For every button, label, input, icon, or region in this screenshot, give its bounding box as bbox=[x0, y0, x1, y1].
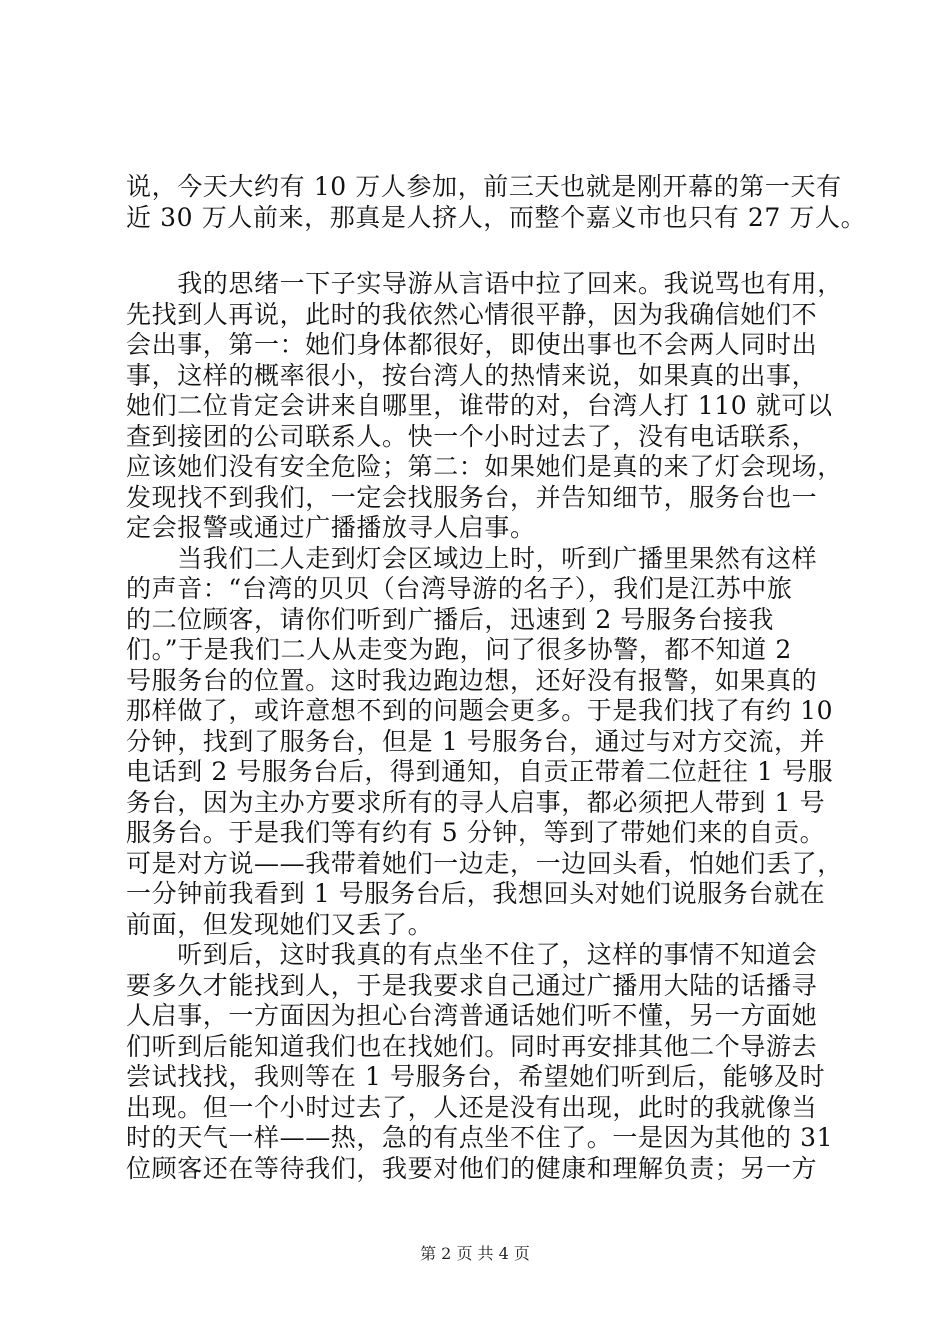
text-line: 服务台。于是我们等有约有 5 分钟，等到了带她们来的自贡。 bbox=[126, 818, 826, 847]
text-line: 要多久才能找到人，于是我要求自己通过广播用大陆的话播寻 bbox=[126, 970, 818, 1000]
document-body bbox=[126, 172, 867, 1184]
text-line: 查到接团的公司联系人。快一个小时过去了，没有电话联系， bbox=[126, 421, 818, 451]
text-line: 尝试找找，我则等在 1 号服务台，希望她们听到后，能够及时 bbox=[126, 1062, 826, 1091]
text-line: 可是对方说——我带着她们一边走，一边回头看，怕她们丢了， bbox=[126, 848, 843, 878]
page-footer: 第 2 页 共 4 页 bbox=[420, 1244, 530, 1263]
text-line: 位顾客还在等待我们，我要对他们的健康和理解负责；另一方 bbox=[126, 1153, 818, 1183]
text-line: 先找到人再说，此时的我依然心情很平静，因为我确信她们不 bbox=[126, 299, 818, 329]
paragraph-gap bbox=[126, 233, 846, 269]
text-line: 一分钟前我看到 1 号服务台后，我想回头对她们说服务台就在 bbox=[126, 879, 826, 908]
text-line: 会出事，第一：她们身体都很好，即使出事也不会两人同时出 bbox=[126, 330, 818, 359]
text-line: 听到后，这时我真的有点坐不住了，这样的事情不知道会 bbox=[126, 940, 818, 969]
text-line: 应该她们没有安全危险；第二：如果她们是真的来了灯会现场， bbox=[126, 452, 843, 481]
text-line: 们听到后能知道我们也在找她们。同时再安排其他二个导游去 bbox=[126, 1031, 818, 1061]
text-line: 近 30 万人前来，那真是人挤人，而整个嘉义市也只有 27 万人。 bbox=[126, 202, 867, 232]
text-line: 我的思绪一下子实导游从言语中拉了回来。我说骂也有用， bbox=[126, 269, 843, 298]
text-line: 时的天气一样——热，急的有点坐不住了。一是因为其他的 31 bbox=[126, 1123, 834, 1152]
text-line: 们。”于是我们二人从走变为跑，问了很多协警，都不知道 2 bbox=[126, 635, 792, 664]
text-line: 出现。但一个小时过去了，人还是没有出现，此时的我就像当 bbox=[126, 1092, 818, 1122]
text-line: 说，今天大约有 10 万人参加，前三天也就是刚开幕的第一天有 bbox=[126, 172, 842, 201]
text-line: 当我们二人走到灯会区域边上时，听到广播里果然有这样 bbox=[126, 543, 818, 573]
text-line: 她们二位肯定会讲来自哪里，谁带的对，台湾人打 110 就可以 bbox=[126, 391, 833, 420]
text-line: 的二位顾客，请你们听到广播后，迅速到 2 号服务台接我 bbox=[126, 604, 775, 634]
text-line: 的声音：“台湾的贝贝（台湾导游的名子），我们是江苏中旅 bbox=[126, 574, 793, 603]
text-line: 号服务台的位置。这时我边跑边想，还好没有报警，如果真的 bbox=[126, 665, 818, 695]
text-line: 定会报警或通过广播播放寻人启事。 bbox=[126, 513, 536, 542]
text-line: 前面，但发现她们又丢了。 bbox=[126, 909, 434, 939]
text-line: 那样做了，或许意想不到的问题会更多。于是我们找了有约 10 bbox=[126, 696, 834, 725]
text-line: 电话到 2 号服务台后，得到通知，自贡正带着二位赶往 1 号服 bbox=[126, 757, 834, 786]
text-line: 事，这样的概率很小，按台湾人的热情来说，如果真的出事， bbox=[126, 360, 818, 390]
text-line: 分钟，找到了服务台，但是 1 号服务台，通过与对方交流，并 bbox=[126, 726, 826, 756]
text-line: 人启事，一方面因为担心台湾普通话她们听不懂，另一方面她 bbox=[126, 1001, 818, 1030]
paragraph-block-1 bbox=[126, 172, 867, 233]
text-line: 发现找不到我们，一定会找服务台，并告知细节，服务台也一 bbox=[126, 482, 818, 512]
text-line: 务台，因为主办方要求所有的寻人启事，都必须把人带到 1 号 bbox=[126, 787, 826, 817]
paragraph-block-2 bbox=[126, 269, 846, 1184]
